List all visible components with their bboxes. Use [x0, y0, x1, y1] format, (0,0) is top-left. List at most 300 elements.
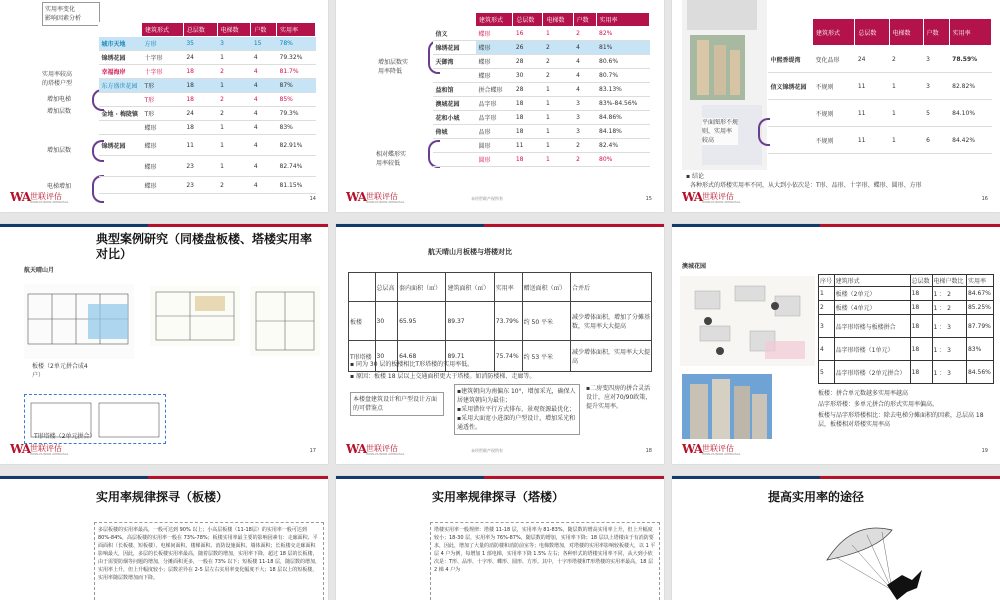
- brand-sub: WORLDUNION APPRAISAL: [30, 200, 69, 204]
- cell: 24: [183, 51, 217, 65]
- cell: [433, 139, 476, 153]
- header-cell: 实用率: [494, 273, 522, 302]
- header-cell: 套内面积（㎡）: [398, 273, 446, 302]
- cell: 75.74%: [494, 341, 522, 372]
- cell: 2: [543, 55, 573, 69]
- cell: 1: [217, 156, 251, 177]
- table-row: [433, 55, 650, 69]
- cell: 3: [923, 73, 949, 100]
- borrow-points-box: 本楼盘建筑设计和户型设计方面的可借鉴点: [350, 392, 444, 416]
- cell: 4: [573, 69, 596, 83]
- cell: 84.56%: [966, 361, 993, 384]
- table-row: [819, 361, 994, 384]
- brand-logo: WA: [346, 442, 367, 456]
- table-row: [433, 111, 650, 125]
- cell: 15: [251, 37, 277, 51]
- cell: 87.79%: [966, 315, 993, 338]
- top-bar: [0, 224, 328, 227]
- table-row: [99, 156, 316, 177]
- cell: T形塔楼: [349, 341, 376, 372]
- header-cell: 电梯户数比: [932, 275, 966, 287]
- table-header: [99, 23, 316, 37]
- slide-title: 实用率规律探寻（塔楼）: [432, 490, 565, 504]
- header-cell: 总层高: [375, 273, 398, 302]
- header-cell: 户数: [573, 13, 596, 27]
- cell: 圆形: [476, 153, 513, 167]
- header-cell: 实用率: [949, 19, 991, 46]
- cell: 3: [923, 46, 949, 73]
- cell: 4: [251, 65, 277, 79]
- header-cell: 建筑面积（㎡）: [446, 273, 494, 302]
- header-cell: 合并后: [571, 273, 652, 302]
- cell: 4: [251, 156, 277, 177]
- cell: 82.91%: [277, 135, 316, 156]
- slide-title: 实用率规律探寻（板楼）: [96, 490, 229, 504]
- cell: 3: [819, 315, 835, 338]
- table-row: [99, 51, 316, 65]
- cell: 11: [855, 100, 889, 127]
- cell: 1: [543, 111, 573, 125]
- cell: T形: [142, 79, 184, 93]
- note-reason: ▪ 原因：板楼 18 层以上交通面积更大于塔楼。如消防楼梯、走廊等。: [350, 373, 536, 380]
- brand-footer: [346, 190, 646, 206]
- cell: 26: [513, 41, 543, 55]
- cell: 不规则: [813, 100, 855, 127]
- cell: T形: [142, 107, 184, 121]
- s6-note-2: 品字形塔楼：多单元拼合的形式实用率偏高。: [818, 401, 939, 408]
- cell: 锦绣花园: [99, 51, 142, 65]
- cell: 1: [543, 139, 573, 153]
- factor-label-box: 实用率变化 影响因素分析: [42, 2, 100, 26]
- cell: 板楼（2单元）: [834, 287, 910, 301]
- cell: 83.13%: [596, 83, 650, 97]
- table-row: [819, 338, 994, 361]
- header-cell: [349, 273, 376, 302]
- cell: 圆形: [476, 139, 513, 153]
- cell: 83%-84.56%: [596, 97, 650, 111]
- cell: 1: [543, 153, 573, 167]
- brand-footer: [346, 442, 646, 458]
- cell: 蝶形: [476, 27, 513, 41]
- cell: 3: [217, 37, 251, 51]
- cell: 79.32%: [277, 51, 316, 65]
- cell: 79.3%: [277, 107, 316, 121]
- table-row: [433, 83, 650, 97]
- cell: [99, 93, 142, 107]
- slide-17[interactable]: [0, 224, 328, 464]
- table-row: [99, 37, 316, 51]
- cell: 1 ： 2: [932, 287, 966, 301]
- table-row: [768, 73, 992, 100]
- cell: 24: [855, 46, 889, 73]
- brand-footer: [10, 190, 310, 206]
- cell: 1: [819, 287, 835, 301]
- cell: 4: [251, 51, 277, 65]
- table-row: [433, 153, 650, 167]
- cell: 2: [217, 107, 251, 121]
- cell: 3: [573, 111, 596, 125]
- cell: 80%: [596, 153, 650, 167]
- table-row: [99, 93, 316, 107]
- s7-body: 多层板楼的实用率最高，一般可达到 90% 以上；小高层板楼（11-18层）的实用率一般可达到 80%-84%，高层板楼的实用率一般在 73%-78%；板楼实用率最主要的影响因素有：走廊面积、平面面积（长板楼、短板楼）、电梯间面积、楼梯面积、消防设施面积、墙体面积；长板楼交走廊面积影响最大，因此，多层的长板楼实用率最高，随着层数的增加，实用率下降，超过 18 层的长板楼，由于需要防烟等问题的增加，分摊面积更多，一般在 73% 以下；短板楼 11-18 层，随层数的增加，实用率上升，但上升幅度较小；层数差异在 2-5 层左右实用率变化幅度不大；18 层以上的短板楼，实用率随层数增加而下降。: [94, 522, 324, 600]
- callout-lower-than-butterfly: 相对蝶形实 用率较低: [376, 151, 407, 167]
- cell: 十字形: [142, 51, 184, 65]
- cell: 84.67%: [966, 287, 993, 301]
- cell: 金地 · 梅陇镇: [99, 107, 142, 121]
- cell: 80.6%: [596, 55, 650, 69]
- cell: 1: [543, 83, 573, 97]
- table-row: [768, 46, 992, 73]
- cell: 84.86%: [596, 111, 650, 125]
- slide-19[interactable]: [672, 224, 1000, 464]
- cell: 2: [819, 301, 835, 315]
- cell: 11: [855, 127, 889, 154]
- cell: 品字形塔楼（2单元拼合）: [834, 361, 910, 384]
- cell: 减少增体面积，增加了分摊基数，实用率大大提高: [571, 302, 652, 341]
- table-row: [433, 125, 650, 139]
- cell: 信义: [433, 27, 476, 41]
- top-bar: [0, 476, 328, 479]
- page-number: 19: [981, 448, 988, 454]
- design-point: ▪采用大面宽小进深的户型设计，增加采光和通透性。: [457, 415, 576, 431]
- cell: 18: [910, 287, 932, 301]
- slide-14[interactable]: [0, 0, 328, 212]
- footnote: 未经世联产权所有: [471, 196, 503, 201]
- table-row: [433, 139, 650, 153]
- brand-name: 世联评估: [702, 192, 734, 201]
- cell: 28: [513, 83, 543, 97]
- cell: 益和馆: [433, 83, 476, 97]
- parachute-illustration: [822, 520, 932, 600]
- slide-15[interactable]: [336, 0, 664, 212]
- table-header: [768, 19, 992, 46]
- cell: 蝶形: [142, 121, 184, 135]
- brand-logo: WA: [682, 442, 703, 456]
- cell: 不规则: [813, 127, 855, 154]
- cell: [768, 127, 813, 154]
- slide-20[interactable]: [0, 476, 328, 600]
- cell: 87%: [277, 79, 316, 93]
- floor-plan-unit: [150, 286, 240, 346]
- cell: 84.10%: [949, 100, 991, 127]
- cell: 4: [251, 107, 277, 121]
- table-row: [433, 97, 650, 111]
- brand-sub: WORLDUNION APPRAISAL: [366, 200, 405, 204]
- cell: 蝶形: [142, 135, 184, 156]
- cell: 18: [183, 79, 217, 93]
- conclusion-title-text: 结论: [691, 173, 704, 180]
- cell: 18: [910, 301, 932, 315]
- brand-footer: [682, 442, 982, 458]
- cell: 信义锦绣花园: [768, 73, 813, 100]
- header-cell: 序号: [819, 275, 835, 287]
- cell: 4: [573, 55, 596, 69]
- table-row: [349, 302, 652, 341]
- slide-18[interactable]: [336, 224, 664, 464]
- brand-name: 世联评估: [702, 444, 734, 453]
- table-row: [99, 121, 316, 135]
- s6-note-1: 板楼：拼合单元数越多实用率越高: [818, 390, 909, 397]
- page-number: 17: [309, 448, 316, 454]
- cell: 约 50 平米: [522, 302, 570, 341]
- cell: 18: [910, 315, 932, 338]
- page-number: 15: [645, 196, 652, 202]
- header-cell: 实用率: [966, 275, 993, 287]
- cell: 89.71: [446, 341, 494, 372]
- cell: [768, 100, 813, 127]
- cell: 18: [910, 361, 932, 384]
- cell: 11: [513, 139, 543, 153]
- cell: 蝶形: [142, 177, 184, 194]
- cell: 花和小城: [433, 111, 476, 125]
- header-cell: 实用率: [596, 13, 650, 27]
- slide-title: 典型案例研究（同楼盘板楼、塔楼实用率对比）: [96, 232, 313, 261]
- design-point-text: 采用大面宽小进深的户型设计，增加采光和通透性。: [457, 415, 576, 431]
- brand-name: 世联评估: [30, 444, 62, 453]
- floor-plan-slab: [24, 284, 134, 359]
- table-row: [99, 107, 316, 121]
- cell: 64.68: [398, 341, 446, 372]
- cell: 蝶形: [476, 69, 513, 83]
- table-row: [768, 100, 992, 127]
- cell: 4: [251, 93, 277, 107]
- design-point: ▪建筑朝向为南偏东 10°，增加采光，确保人居建筑朝向为最佳；: [457, 388, 576, 404]
- header-cell: 户数: [923, 19, 949, 46]
- page-number: 14: [309, 196, 316, 202]
- cell: 11: [183, 135, 217, 156]
- note-reason-text: 原因：板楼 18 层以上交通面积更大于塔楼。如消防楼梯、走廊等。: [355, 373, 536, 380]
- conclusion-text: 各种形式的塔楼实用率不同，从大到小依次是：T形、品形、十字形、蝶形、圆形、方形: [690, 182, 922, 189]
- cell: 1 ： 3: [932, 361, 966, 384]
- cell: 78.59%: [949, 46, 991, 73]
- cell: 4: [573, 83, 596, 97]
- design-point-text: 建筑朝向为南偏东 10°，增加采光，确保人居建筑朝向为最佳；: [457, 388, 576, 404]
- table-row: [99, 65, 316, 79]
- cell: 65.95: [398, 302, 446, 341]
- header-cell: 电梯数: [889, 19, 923, 46]
- cell: 23: [183, 177, 217, 194]
- cell: 84.18%: [596, 125, 650, 139]
- cell: [99, 156, 142, 177]
- table-row: [433, 41, 650, 55]
- cell: 1: [543, 125, 573, 139]
- table-row: [433, 27, 650, 41]
- cell: 方形: [142, 37, 184, 51]
- cell: 中熙香缇湾: [768, 46, 813, 73]
- design-point-text: 采用错位平行方式排布，景观资源最优化；: [461, 406, 576, 413]
- cell: 2: [573, 27, 596, 41]
- cell: 3: [573, 97, 596, 111]
- cell: 4: [251, 79, 277, 93]
- t-tower-label: T形塔楼（2单元拼合）: [34, 433, 96, 440]
- cell: 十字形: [142, 65, 184, 79]
- table-row: [99, 135, 316, 156]
- overlay-irregular: 平面图形不规 则，实用率 较高: [702, 119, 739, 144]
- cell: 2: [217, 65, 251, 79]
- cell: 11: [855, 73, 889, 100]
- cell: 1: [543, 27, 573, 41]
- cell: 1: [217, 51, 251, 65]
- cell: 18: [183, 93, 217, 107]
- brand-logo: WA: [10, 190, 31, 204]
- cell: 1: [217, 135, 251, 156]
- top-bar: [336, 476, 664, 479]
- project-name: 航天晴山月: [24, 267, 55, 274]
- cell: 品字形塔楼与板楼拼合: [834, 315, 910, 338]
- brand-name: 世联评估: [366, 444, 398, 453]
- slab-label: 板楼（2单元拼合成4 户）: [32, 363, 88, 379]
- table-row: [819, 301, 994, 315]
- cell: 减少增体面积，实用率大大提高: [571, 341, 652, 372]
- brand-sub: WORLDUNION APPRAISAL: [30, 452, 69, 456]
- cell: 1 ： 3: [932, 338, 966, 361]
- cell: [99, 121, 142, 135]
- compare-table: [348, 272, 652, 372]
- design-point: ▪采用错位平行方式排布，景观资源最优化；: [457, 406, 576, 413]
- callout-floor-lower: 增加层数实 用率降低: [378, 59, 409, 75]
- cell: 变化品形: [813, 46, 855, 73]
- cell: 30: [375, 302, 398, 341]
- cell: 28: [513, 55, 543, 69]
- slide-title: 提高实用率的途径: [768, 490, 865, 504]
- building-photo-2: [682, 374, 772, 439]
- cell: 城市天地: [99, 37, 142, 51]
- cell: 78%: [277, 37, 316, 51]
- s8-body: 塔楼实用率一般规律：塔楼 11-18 层，实用率为 81-83%，随层数的增高实用率上升，但上升幅度较小；18-30 层，实用率为 76%-87%，随层数的增加，实用率下降；18 层以上塔楼由于有消防要求，因此，增加了大量的消防楼和消防前室等；电梯数增加，对塔楼的实用率影响较板楼大，以 1 平层 4 户为例，每增加 1 部电梯，实用率下降 1.5% 左右；各种形式的塔楼实用率不同，从大到小依次是：T形、品形、十字形、蝶形、圆形、方形。其中，十字形塔楼和T形塔楼的实用率最高，18 层 2 梯 4 户为: [430, 522, 660, 600]
- table-header: [433, 13, 650, 27]
- cell: 幸福海岸: [99, 65, 142, 79]
- cell: 蝶形: [142, 156, 184, 177]
- cell: 82.74%: [277, 156, 316, 177]
- cell: 东方盛世花园: [99, 79, 142, 93]
- cell: 1: [217, 121, 251, 135]
- cell: 18: [183, 121, 217, 135]
- project-name: 澳城花园: [682, 263, 707, 270]
- cell: 83%: [277, 121, 316, 135]
- cell: 2: [217, 177, 251, 194]
- slide-16[interactable]: [672, 0, 1000, 212]
- s6-table: [818, 274, 994, 384]
- cell: 5: [923, 100, 949, 127]
- flex-design-text: 二房变四房的拼合灵活设计，应对70/90政策，提升实用率。: [586, 385, 652, 410]
- cell: 82.82%: [949, 73, 991, 100]
- corner-cell: [768, 19, 813, 46]
- cell: 81%: [596, 41, 650, 55]
- brand-logo: WA: [346, 190, 367, 204]
- cell: 2: [573, 139, 596, 153]
- cell: 拼合蝶形: [476, 83, 513, 97]
- cell: 81.15%: [277, 177, 316, 194]
- cell: 1: [543, 97, 573, 111]
- cell: 不规则: [813, 73, 855, 100]
- site-plan: [680, 276, 815, 366]
- cell: 倚城: [433, 125, 476, 139]
- flex-design-note: ▪二房变四房的拼合灵活设计，应对70/90政策，提升实用率。: [586, 385, 652, 410]
- cell: 82%: [596, 27, 650, 41]
- slide-21[interactable]: [336, 476, 664, 600]
- s6-note-3: 板楼与品字形塔楼相比：除去电梯分摊面积的因素，总层高 18 层，板楼相对塔楼实用率高: [818, 412, 984, 428]
- top-bar: [672, 476, 1000, 479]
- cell: 30: [375, 341, 398, 372]
- cell: 4: [819, 338, 835, 361]
- header-cell: 实用率: [277, 23, 316, 37]
- brand-footer: [10, 442, 310, 458]
- brand-sub: WORLDUNION APPRAISAL: [366, 452, 405, 456]
- cell: 品字形: [476, 111, 513, 125]
- cell: 35: [183, 37, 217, 51]
- header-cell: 总层数: [910, 275, 932, 287]
- cell: 品形: [476, 125, 513, 139]
- cell: 2: [217, 93, 251, 107]
- cell: 1 ： 2: [932, 301, 966, 315]
- cell: 2: [573, 153, 596, 167]
- cell: 81.7%: [277, 65, 316, 79]
- callout-add-lift: 增加电梯: [47, 96, 72, 103]
- slide-title: 航天晴山月板楼与塔楼对比: [428, 248, 512, 256]
- table-header: [819, 275, 994, 287]
- footnote: 未经世联产权所有: [471, 448, 503, 453]
- corner-cell: [99, 23, 142, 37]
- cell: 30: [513, 69, 543, 83]
- cell: 品字形塔楼（1单元）: [834, 338, 910, 361]
- cell: 1: [889, 127, 923, 154]
- page-number: 16: [981, 196, 988, 202]
- brand-logo: WA: [10, 442, 31, 456]
- header-cell: 电梯数: [217, 23, 251, 37]
- cell: 3: [573, 125, 596, 139]
- brand-footer: [682, 190, 982, 206]
- cell: 蝶形: [476, 41, 513, 55]
- cell: 1: [889, 100, 923, 127]
- cell: 1 ： 3: [932, 315, 966, 338]
- brand-name: 世联评估: [366, 192, 398, 201]
- s1-table: [98, 22, 316, 194]
- top-bar: [336, 224, 664, 227]
- header-cell: 建筑形式: [142, 23, 184, 37]
- cell: 23: [183, 156, 217, 177]
- header-cell: 户数: [251, 23, 277, 37]
- slide-22[interactable]: [672, 476, 1000, 600]
- cell: 18: [513, 125, 543, 139]
- design-points-box: [454, 384, 580, 435]
- cell: 89.37: [446, 302, 494, 341]
- cell: 1: [889, 73, 923, 100]
- table-row: [99, 79, 316, 93]
- note-lower-rate: ▪ 同为 30 层的板楼相比T形塔楼的实用率低。: [350, 361, 474, 368]
- cell: 73.79%: [494, 302, 522, 341]
- cell: 18: [513, 153, 543, 167]
- cell: 84.42%: [949, 127, 991, 154]
- table-row: [768, 127, 992, 154]
- cell: 80.7%: [596, 69, 650, 83]
- header-cell: 电梯数: [543, 13, 573, 27]
- brand-sub: WORLDUNION APPRAISAL: [702, 452, 741, 456]
- header-cell: 总层数: [183, 23, 217, 37]
- cell: 4: [251, 121, 277, 135]
- brand-sub: WORLDUNION APPRAISAL: [702, 200, 741, 204]
- cell: 4: [251, 135, 277, 156]
- brand-name: 世联评估: [30, 192, 62, 201]
- callout-add-floor: 增加层数: [47, 108, 72, 115]
- cell: 5: [819, 361, 835, 384]
- table-row: [433, 69, 650, 83]
- cell: 2: [889, 46, 923, 73]
- header-cell: 赠送面积（㎡）: [522, 273, 570, 302]
- cell: 18: [513, 97, 543, 111]
- table-header: [349, 273, 652, 302]
- corner-cell: [433, 13, 476, 27]
- cell: 24: [183, 107, 217, 121]
